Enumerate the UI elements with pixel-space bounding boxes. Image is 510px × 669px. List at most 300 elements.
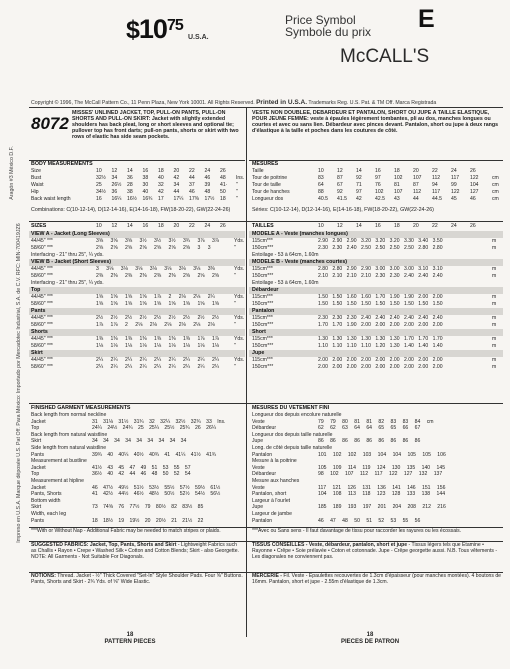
measurement-value: 43 (394, 196, 400, 202)
fabric-width: 44/45" *** (31, 266, 53, 272)
measurement-value: 46 (470, 196, 476, 202)
suggested-fabrics-fr: TISSUS CONSEILLES - Veste, débardeur, pantalon, short et jupe - Tissus légers tels que Etamine • Rayonne • Crêpe • Soie prélavée • Coton et cotonnade. Jupe - Crêpe georgette aussi. N.B. Tous vêtements - Les diagonales ne conviennent pas. (252, 542, 498, 560)
section-shade (249, 287, 503, 294)
section-shade (29, 287, 245, 294)
measurement-value: 34 (173, 182, 180, 188)
yardage-values: 2½ 2½ 2½ 2½ 2½ 2½ 2½ 2½ 2½ (96, 315, 220, 321)
body-measurements-title-fr: MESURES (252, 161, 279, 167)
fabric-width: 115cm*** (252, 266, 273, 272)
yardage-unit: m (492, 322, 497, 328)
divider (249, 160, 503, 161)
measurement-value: 41.5 (337, 196, 347, 202)
fabric-width: 44/45" *** (31, 315, 53, 321)
measurement-value: 76 (375, 182, 381, 188)
measurement-value: 18 (394, 168, 400, 174)
finished-values: 41½ 43 45 47 49 51 53 55 57 (92, 464, 191, 471)
fabric-width: 44/45" *** (31, 294, 53, 300)
finished-label: Width, each leg (31, 511, 67, 517)
measurement-value: 42.5 (375, 196, 385, 202)
yardage-values: 1⅞ 1⅞ 2 2⅛ 2⅛ 2⅛ 2⅛ 2⅛ 2⅛ (96, 322, 215, 328)
finished-title: FINISHED GARMENT MEASUREMENTS (31, 405, 131, 411)
finished-values: 73 74⅝ 76 77½ 79 80½ 82 83½ 85 (92, 504, 204, 511)
measurement-value: 16 (375, 168, 381, 174)
finished-values: 36½ 40 42 44 46 48 50 52 54 (92, 471, 191, 478)
measurement-value: 18 (220, 196, 226, 202)
size-value: 26 (220, 168, 226, 174)
measurement-label: Tour de taille (252, 182, 281, 188)
measurement-value: 88 (318, 189, 324, 195)
measurement-value: 41· (220, 182, 228, 188)
finished-label: Skirt (31, 438, 42, 445)
suggested-fabrics: SUGGESTED FABRICS: Jacket, Top, Pants, Shorts and Skirt - Lightweight Fabrics such as Challis • Rayon • Crepe • Washed Silk • Cotton and Cotton Blends; Skirt - also Georgette. NOTE: All Garments - Not Suitable For Diagonals. (31, 542, 239, 560)
finished-label: Mesure à la poitrine (252, 458, 297, 465)
yardage-unit: " (234, 273, 236, 279)
measurement-value: 122 (470, 175, 479, 181)
combinations: Combinations: C(10-12-14), D(12-14-16), E(14-16-18), FW(18-20-22), GW(22-24-26) (31, 207, 231, 213)
finished-values: 101 102 102 103 104 104 105 105 106 (318, 451, 446, 458)
yardage-values: 2⅜ 2⅜ 2⅜ 2⅜ 2⅜ 2⅜ 2⅝ 2⅝ 2⅝ (96, 273, 220, 279)
fabric-width: 58/60" *** (31, 273, 53, 279)
size-value: 20 (173, 168, 180, 174)
measurement-value: 17⅜ (189, 196, 199, 202)
yardage-section-title: Short (252, 329, 266, 335)
yardage-unit: Yds. (234, 336, 245, 342)
measurement-value: 30 (142, 182, 149, 188)
measurement-value: 102 (394, 175, 403, 181)
measurement-value: 16¾ (142, 196, 153, 202)
measurement-value: 112 (432, 175, 441, 181)
yardage-section-title: VIEW B - Jacket (Short Sleeves) (31, 259, 112, 265)
finished-values: 105 109 114 119 124 130 135 140 145 (318, 464, 446, 471)
measurement-value: 16¼ (111, 196, 122, 202)
measurement-value: 10 (318, 168, 324, 174)
finished-label: Jupe (252, 438, 264, 445)
nap-note: ***With or Without Nap - Additional Fabric may be needed to match stripes or plaids. (31, 528, 221, 534)
size-value: 22 (189, 223, 195, 229)
finished-values: 31 31⅛ 31½ 31¾ 32 32¼ 32½ 32¾ 33 Ins. (92, 418, 226, 425)
legal-sidebar-address: Aragón #3 México D.F. (9, 146, 15, 200)
yardage-values: 2.90 2.90 2.90 3.20 3.20 3.20 3.30 3.40 3.50 (318, 238, 443, 244)
size-value: 12 (111, 223, 118, 229)
finished-label: Back length from natural waistline (31, 431, 108, 438)
yardage-values: 2⅝ 2⅝ 2⅝ 2⅝ 2⅝ 2⅝ 2⅝ 3 3 (96, 245, 211, 251)
measurement-value: 97 (356, 189, 362, 195)
section-shade (249, 350, 503, 357)
finished-label: Long. de côté depuis taille naturelle (252, 445, 333, 451)
yardage-values: 1⅜ 1⅜ 1⅜ 1⅜ 1⅜ 1⅜ 1⅜ 1⅞ 1⅞ (96, 336, 220, 342)
finished-label: Pantalon (252, 517, 273, 524)
size-value: 16 (375, 223, 381, 229)
measurement-value: 40 (142, 189, 149, 195)
size-value: 16 (142, 168, 149, 174)
finished-label: Top (31, 471, 40, 478)
section-shade (29, 350, 245, 357)
measurement-value: 24 (451, 168, 457, 174)
fabric-width: 150cm*** (252, 245, 274, 251)
fabric-width: 58/60" *** (31, 301, 53, 307)
fabric-width: 44/45" *** (31, 238, 53, 244)
size-value: 22 (432, 223, 438, 229)
measurement-value: 36 (111, 189, 118, 195)
sizes-label: SIZES (31, 223, 47, 229)
fabric-width: 150cm*** (252, 343, 274, 349)
notions: NOTIONS: Thread. Jacket - ½" Thick Covered "Set-In" Style Shoulder Pads. Four ⅝" Buttons. Pants, Shorts and Skirt - 2¾ Yds. of ⅝" Wide Elastic. (31, 573, 243, 585)
measurement-value: 67 (337, 182, 343, 188)
fabric-width: 150cm*** (252, 364, 274, 370)
size-value: 26 (470, 223, 476, 229)
yardage-unit: Yds. (234, 294, 245, 300)
finished-values: 18 18½ 19 19½ 20 20½ 21 21½ 22 (92, 517, 204, 524)
size-value: 18 (158, 168, 164, 174)
yardage-section-title: Débardeur (252, 287, 279, 293)
finished-label: Pantalon (252, 451, 273, 458)
measurement-value: 34 (111, 175, 118, 181)
yardage-section-title: VIEW A - Jacket (Long Sleeves) (31, 231, 110, 237)
yardage-values: 2.00 2.00 2.00 2.00 2.00 2.00 2.00 2.00 2.00 (318, 357, 443, 363)
size-label: Size (31, 168, 41, 174)
pattern-number: 8072 (31, 114, 69, 133)
interfacing: Interfacing - 21" thru 25", ¼ yds. (31, 252, 104, 258)
finished-label: Largeur à l'ourlet (252, 497, 291, 504)
section-shade (29, 329, 245, 336)
yardage-values: 1.70 1.70 1.90 2.00 2.00 2.00 2.00 2.00 2.00 (318, 322, 443, 328)
measurement-value: 22 (432, 168, 438, 174)
finished-values: 86 86 86 86 86 86 86 86 86 (318, 438, 421, 445)
measurement-value: 48 (220, 175, 226, 181)
nap-note-fr: ***Avec ou Sans sens - Il faut davantage de tissu pour raccorder les rayures ou les écossais. (252, 528, 462, 534)
measurement-unit: " (236, 189, 238, 195)
finished-label: Top (31, 425, 40, 432)
measurement-unit: " (236, 196, 238, 202)
measurement-unit: cm (492, 189, 499, 195)
measurement-value: 99 (451, 182, 457, 188)
measurement-value: 117 (451, 175, 460, 181)
finished-values: 46 47 48 50 51 52 53 55 56 (318, 517, 421, 524)
size-value: 18 (394, 223, 400, 229)
finished-label: Side length from natural waistline (31, 445, 107, 451)
yardage-section-title: Pantalon (252, 308, 275, 314)
measurement-value: 28 (127, 182, 133, 188)
interfacing: Entoilage - 53 à 64cm, 1.60m (252, 252, 319, 258)
yardage-unit: m (492, 364, 497, 370)
finished-label: Largeur de jambe (252, 511, 292, 517)
yardage-values: 2.30 2.30 2.40 2.50 2.50 2.50 2.50 2.80 2.80 (318, 245, 443, 251)
yardage-unit: m (492, 238, 497, 244)
yardage-values: 1⅝ 1⅝ 1⅝ 1⅝ 1⅞ 2 2⅛ 2⅛ 2¼ (96, 294, 215, 300)
finished-label: Veste (252, 464, 265, 471)
size-value: 10 (96, 223, 102, 229)
measurement-value: 40.5 (318, 196, 328, 202)
finished-values: 185 189 193 197 201 204 208 212 216 (318, 504, 446, 511)
size-value: 24 (204, 223, 211, 229)
finished-label: Veste (252, 418, 265, 425)
measurement-value: 122 (451, 189, 460, 195)
finished-values: 104 108 113 118 123 128 133 138 144 (318, 491, 446, 498)
yardage-section-title: MODELE A - Veste (manches longues) (252, 231, 348, 237)
yardage-values: 1⅛ 1⅛ 1⅛ 1⅛ 1⅛ 1⅛ 1⅛ 1⅛ 1⅛ (96, 343, 220, 349)
yardage-values: 2¼ 2¼ 2¼ 2¼ 2¼ 2¼ 2¼ 2¼ 2¼ (96, 357, 220, 363)
series: Séries: C(10-12-14), D(12-14-16), E(14-16-18), FW(18-20-22), GW(22-24-26) (252, 207, 434, 213)
measurement-value: 112 (413, 189, 422, 195)
measurement-label: Taille (252, 168, 264, 174)
divider (29, 107, 503, 108)
measurement-value: 46 (189, 189, 195, 195)
fabric-width: 115cm*** (252, 336, 273, 342)
measurement-value: 64 (318, 182, 324, 188)
measurement-value: 87 (337, 175, 343, 181)
finished-label: Pants, Shorts (31, 491, 62, 498)
measurement-value: 38 (142, 175, 149, 181)
finished-label: Skirt (31, 504, 42, 511)
measurement-unit: Ins. (236, 175, 245, 181)
measurement-value: 83 (318, 175, 324, 181)
interfacing: Interfacing - 21" thru 25", ¼ yds. (31, 280, 104, 286)
finished-label: Débardeur (252, 471, 277, 478)
size-value: 14 (356, 223, 362, 229)
measurement-label: Tour de hanches (252, 189, 290, 195)
measurement-value: 46 (204, 175, 211, 181)
size-value: 12 (337, 223, 343, 229)
size-value: 22 (189, 168, 195, 174)
measurement-value: 20 (413, 168, 419, 174)
yardage-section-title: MODELE B - Veste (manches courtes) (252, 259, 348, 265)
fabric-width: 115cm*** (252, 294, 273, 300)
measurement-value: 36 (127, 175, 133, 181)
yardage-values: 2¼ 2¼ 2¼ 2¼ 2¼ 2¼ 2¼ 2¼ 2¼ (96, 364, 220, 370)
finished-values: 98 102 107 112 117 122 127 132 137 (318, 471, 443, 478)
measurement-value: 45 (451, 196, 457, 202)
section-shade (249, 308, 503, 315)
yardage-section-title: Pants (31, 308, 46, 314)
measurement-value: 42 (173, 175, 180, 181)
measurement-value: 87 (413, 182, 419, 188)
yardage-unit: Yds. (234, 266, 245, 272)
measurement-value: 42 (158, 189, 164, 195)
currency-note: U.S.A. (188, 34, 209, 41)
measurement-value: 32½ (96, 175, 106, 181)
section-shade (29, 308, 245, 315)
description-en: MISSES' UNLINED JACKET, TOP, PULL-ON PANTS, PULL-ON SHORTS AND PULL-ON SKIRT: Jacket with slightly extended shoulders has back pleat, long or short sleeves and optional tie; pullover top has front darts; pull-on pants, shorts or skirt with two rows of elastic has side seam pockets. (72, 110, 239, 141)
yardage-values: 2.10 2.10 2.10 2.10 2.30 2.30 2.40 2.40 2.40 (318, 273, 443, 279)
finished-label: Back length from normal neckline (31, 412, 107, 418)
yardage-section-title: Top (31, 287, 41, 293)
finished-label: Pants (31, 451, 45, 458)
tailles-label: TAILLES (252, 223, 274, 229)
measurement-value: 17 (158, 196, 164, 202)
yardage-values: 1.10 1.10 1.10 1.10 1.20 1.30 1.40 1.40 1.40 (318, 343, 443, 349)
finished-label: Jupe (252, 504, 264, 511)
finished-values: 79 79 80 81 81 82 83 83 84 cm (318, 418, 434, 425)
yardage-unit: " (234, 245, 236, 251)
price-symbol-label: Price Symbol Symbole du prix (285, 13, 372, 39)
measurement-unit: cm (492, 182, 499, 188)
yardage-unit: m (492, 336, 497, 342)
yardage-unit: " (234, 343, 236, 349)
fabric-width: 44/45" *** (31, 357, 53, 363)
fabric-width: 115cm*** (252, 315, 273, 321)
fabric-width: 58/60" *** (31, 245, 53, 251)
finished-label: Jacket (31, 484, 46, 491)
yardage-section-title: Shorts (31, 329, 48, 335)
measurement-value: 17½ (204, 196, 215, 202)
finished-label: Jacket (31, 418, 46, 425)
measurement-value: 81 (394, 182, 400, 188)
section-shade (249, 329, 503, 336)
yardage-unit: " (234, 364, 236, 370)
price: $\$10^{75}$ (126, 14, 183, 44)
measurement-label: Back waist length (31, 196, 71, 202)
finished-values: 41 42½ 44½ 46½ 48½ 50½ 52½ 54½ 56½ (92, 491, 221, 498)
measurement-value: 26 (470, 168, 476, 174)
measurement-value: 71 (356, 182, 362, 188)
measurement-value: 40 (158, 175, 164, 181)
yardage-unit: m (492, 273, 497, 279)
fabric-width: 58/60" *** (31, 343, 53, 349)
yardage-values: 1⅝ 1⅝ 1⅝ 1⅝ 1⅝ 1⅝ 1⅝ 1⅝ 1⅝ (96, 301, 220, 307)
finished-label: Jacket (31, 464, 46, 471)
measurement-label: Hip (31, 189, 39, 195)
size-value: 24 (451, 223, 457, 229)
measurement-value: 127 (470, 189, 479, 195)
measurement-value: 44.5 (432, 196, 442, 202)
measurement-label: Tour de poitrine (252, 175, 288, 181)
measurement-value: 38 (127, 189, 133, 195)
description-fr: VESTE NON DOUBLEE, DEBARDEUR ET PANTALON, SHORT OU JUPE A TAILLE ELASTIQUE, POUR JEUNE FEMME: veste à épaules légèrement tombantes, pli au dos, manches longues ou courtes et avec ou sans lien. Débardeur avec pinces devant. Pantalon, short ou jupe à deux rangs d'élastique à la taille et poches dans les coutures de côté. (252, 110, 499, 135)
measurement-value: 25 (96, 182, 102, 188)
legal-sidebar: Impreso en U.S.A. Marque déposée U.S. Pat Off. Para México: Importado por Mercadotec Industrial, S.A. de C.V. RFC: MIN-700419JZ6 (16, 223, 22, 543)
yardage-unit: " (234, 322, 236, 328)
column-divider (246, 107, 247, 637)
finished-label: Measurement at hipline (31, 478, 84, 484)
finished-values: 39¾ 40 40¼ 40½ 40¾ 41 41¼ 41½ 41¾ (92, 451, 217, 458)
yardage-values: 2.00 2.00 2.00 2.00 2.00 2.00 2.00 2.00 2.00 (318, 364, 443, 370)
finished-label: Measurement at bustline (31, 458, 87, 465)
yardage-unit: m (492, 315, 497, 321)
finished-label: Débardeur (252, 425, 277, 432)
finished-values: 62 62 63 64 64 65 65 66 67 (318, 425, 421, 432)
yardage-unit: Yds. (234, 238, 245, 244)
measurement-value: 107 (413, 175, 422, 181)
fabric-width: 115cm*** (252, 238, 273, 244)
measurement-value: 44 (413, 196, 419, 202)
finished-values: 24¼ 24½ 24¾ 25 25¼ 25½ 25¾ 26 26¼ (92, 425, 217, 432)
measurement-value: 48 (204, 189, 211, 195)
interfacing: Entoilage - 53 à 64cm, 1.60m (252, 280, 319, 286)
size-value: 14 (127, 168, 133, 174)
measurement-unit: cm (492, 175, 499, 181)
finished-label: Longueur dos depuis encolure naturelle (252, 412, 342, 418)
measurement-value: 34½ (96, 189, 106, 195)
size-value: 18 (158, 223, 164, 229)
fabric-width: 58/60" *** (31, 322, 53, 328)
finished-label: Bottom width (31, 497, 61, 504)
yardage-unit: m (492, 245, 497, 251)
yardage-unit: " (234, 301, 236, 307)
measurement-value: 107 (394, 189, 403, 195)
measurement-label: Longueur dos (252, 196, 284, 202)
yardage-unit: m (492, 357, 497, 363)
measurement-value: 50 (220, 189, 226, 195)
measurement-value: 102 (375, 189, 384, 195)
measurement-value: 42 (356, 196, 362, 202)
yardage-unit: m (492, 266, 497, 272)
measurement-value: 16 (96, 196, 102, 202)
finished-values: 117 121 126 131 136 141 146 151 156 (318, 484, 446, 491)
measurement-value: 14 (356, 168, 362, 174)
measurement-value: 44 (189, 175, 195, 181)
fabric-width: 58/60" *** (31, 364, 53, 370)
brand-logo: McCALL'S (340, 46, 430, 67)
measurement-label: Waist (31, 182, 44, 188)
copyright-line: Copyright © 1996, The McCall Pattern Co., 11 Penn Plaza, New York 10001. All Rights Reserved. Printed in U.S.A. Trademarks Reg. U.S. Pat. & TM Off. Marca Registrada (31, 99, 437, 106)
finished-label: Longueur dos depuis taille naturelle (252, 431, 333, 438)
measurement-value: 32 (158, 182, 164, 188)
yardage-unit: Yds. (234, 357, 245, 363)
fabric-width: 150cm*** (252, 322, 274, 328)
size-value: 16 (142, 223, 149, 229)
size-value: 14 (127, 223, 133, 229)
finished-values: 34 34 34 34 34 34 34 34 34 (92, 438, 187, 445)
measurement-unit: cm (492, 196, 499, 202)
measurement-value: 37 (189, 182, 195, 188)
finished-values: 46 47½ 49½ 51½ 53½ 55½ 57½ 59½ 61½ (92, 484, 221, 491)
yardage-values: 1.30 1.30 1.30 1.30 1.30 1.30 1.70 1.70 1.70 (318, 336, 443, 342)
fabric-width: 150cm*** (252, 301, 274, 307)
yardage-values: 1.50 1.50 1.50 1.50 1.50 1.50 1.50 1.50 1.50 (318, 301, 443, 307)
notions-fr: MERCERIE - Fil. Veste - Epaulettes recouvertes de 1.3cm d'épaisseur (pour manches montées). 4 boutons de 16mm. Pantalon, short et jupe - 2.55m d'élastique de 1.3cm. (252, 573, 501, 585)
yardage-unit: m (492, 343, 497, 349)
finished-title: MESURES DU VETEMENT FINI (252, 405, 330, 411)
price-symbol-letter: E (418, 5, 435, 33)
measurement-value: 92 (356, 175, 362, 181)
yardage-section-title: Jupe (252, 350, 265, 356)
measurement-label: Bust (31, 175, 42, 181)
yardage-values: 1.50 1.50 1.60 1.60 1.70 1.90 1.90 2.00 2.00 (318, 294, 443, 300)
measurement-value: 39 (204, 182, 211, 188)
fabric-width: 44/45" *** (31, 336, 53, 342)
measurement-value: 12 (337, 168, 343, 174)
yardage-unit: m (492, 294, 497, 300)
yardage-values: 2.30 2.30 2.30 2.40 2.40 2.40 2.40 2.40 2.40 (318, 315, 443, 321)
fabric-width: 115cm*** (252, 357, 273, 363)
measurement-value: 94 (432, 182, 438, 188)
body-measurements-title: BODY MEASUREMENTS (31, 161, 93, 167)
measurement-value: 104 (470, 182, 479, 188)
measurement-value: 17¼ (173, 196, 184, 202)
yardage-values: 2.80 2.80 2.90 2.90 3.00 3.00 3.00 3.10 3.10 (318, 266, 443, 272)
fabric-width: 150cm*** (252, 273, 274, 279)
size-value: 12 (111, 168, 118, 174)
yardage-values: 3 3⅛ 3⅛ 3⅛ 3⅛ 3⅛ 3⅛ 3⅛ 3⅜ (96, 266, 215, 272)
size-value: 10 (96, 168, 102, 174)
yardage-values: 3⅝ 3⅝ 3⅝ 3½ 3½ 3½ 3¾ 3⅞ 3⅞ (96, 238, 220, 244)
pattern-pieces-count: 18 PATTERN PIECES (104, 632, 156, 645)
finished-label: Mesure aux hanches (252, 478, 300, 484)
measurement-value: 117 (432, 189, 441, 195)
divider (29, 221, 503, 222)
size-value: 26 (220, 223, 226, 229)
yardage-section-title: Skirt (31, 350, 43, 356)
measurement-value: 97 (375, 175, 381, 181)
size-value: 20 (413, 223, 419, 229)
finished-label: Pantalon, short (252, 491, 287, 498)
divider (29, 403, 503, 404)
measurement-value: 92 (337, 189, 343, 195)
size-value: 20 (173, 223, 180, 229)
yardage-unit: Yds. (234, 315, 245, 321)
size-value: 24 (204, 168, 211, 174)
size-value: 10 (318, 223, 324, 229)
